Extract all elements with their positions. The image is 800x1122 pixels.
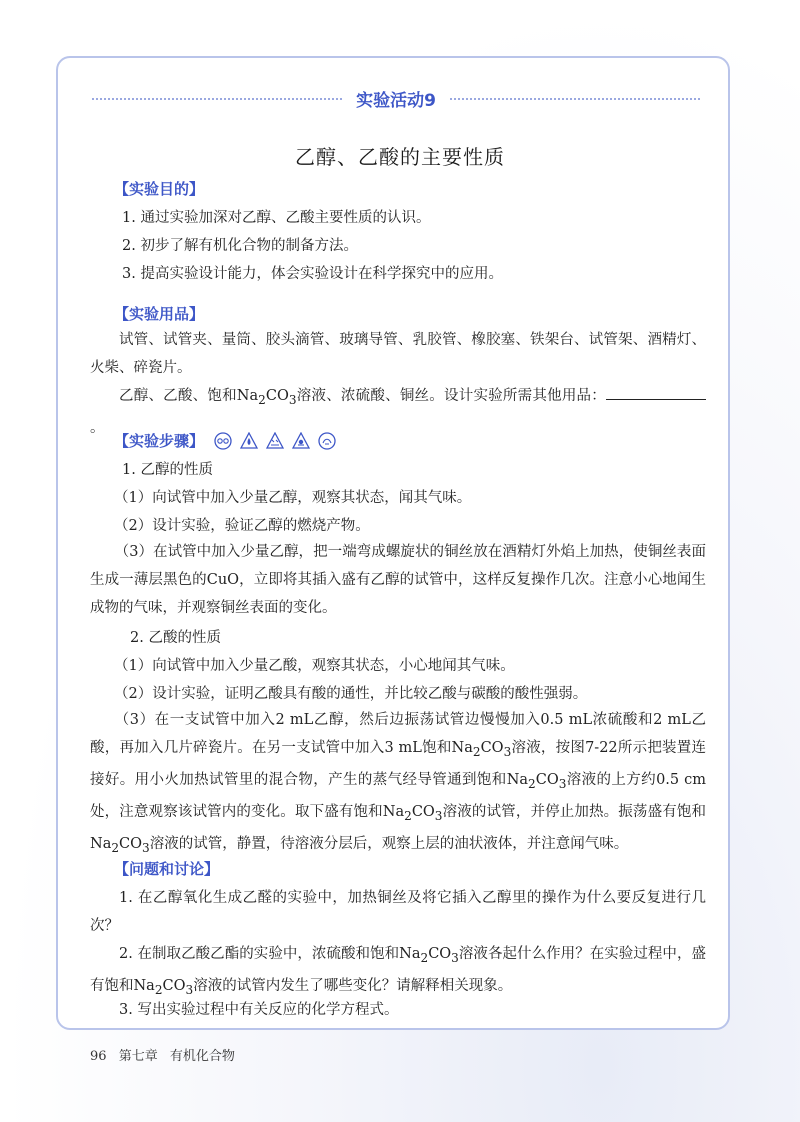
corrosive-warning-icon <box>266 432 284 450</box>
section-heading-purpose: 【实验目的】 <box>114 180 205 198</box>
question-2: 2. 在制取乙酸乙酯的实验中，浓硫酸和饱和$Na_2CO_3$溶液各起什么作用？在实验过程中，盛有饱和$Na_2CO_3$溶液的试管内发生了哪些变化？请解释相关现象。 <box>90 946 706 997</box>
step-2-title: 2. 乙酸的性质 <box>130 630 221 646</box>
chapter-title: 有机化合物 <box>169 1049 235 1064</box>
step-1-title: 1. 乙醇的性质 <box>122 462 213 478</box>
step-1-3: （3）在试管中加入少量乙醇，把一端弯成螺旋状的铜丝放在酒精灯外焰上加热，使铜丝表面生成一薄层黑色的CuO，立即将其插入盛有乙醇的试管中，这样反复操作几次。注意小心地闻生成物的气味，并观察铜丝表面的变化。 <box>90 544 706 616</box>
step-2-1: （1）向试管中加入少量乙酸，观察其状态，小心地闻其气味。 <box>114 658 515 674</box>
step-1-2: （2）设计实验，验证乙醇的燃烧产物。 <box>114 518 370 534</box>
activity-title: 实验活动9 <box>356 91 436 111</box>
purpose-item-3: 3. 提高实验设计能力，体会实验设计在科学探究中的应用。 <box>122 266 503 282</box>
dotted-divider-right <box>450 98 700 100</box>
materials-list: 试管、试管夹、量筒、胶头滴管、玻璃导管、乳胶管、橡胶塞、铁架台、试管架、酒精灯、火柴、碎瓷片。 <box>90 332 706 376</box>
section-heading-steps: 【实验步骤】 <box>114 432 205 450</box>
fill-in-blank[interactable] <box>606 385 706 400</box>
activity-header <box>92 86 700 112</box>
purpose-item-2: 2. 初步了解有机化合物的制备方法。 <box>122 238 358 254</box>
toxic-warning-icon <box>292 432 310 450</box>
purpose-item-1: 1. 通过实验加深对乙醇、乙酸主要性质的认识。 <box>122 210 431 226</box>
step-2-3: （3）在一支试管中加入2 mL乙醇，然后边振荡试管边慢慢加入0.5 mL浓硫酸和2 mL乙酸，再加入几片碎瓷片。在另一支试管中加入3 mL饱和$Na_2CO_3$溶液，按图7-22所示把装置连接好。用小火加热试管里的混合物，产生的蒸气经导管通到饱和$Na_2CO_3$溶液的上方约0.5 cm处，注意观察该试管内的变化。取下盛有饱和$Na_2CO_3$溶液的试管，并停止加热。振荡盛有饱和$Na_2CO_3$溶液的试管，静置，待溶液分层后，观察上层的油状液体，并注意闻气味。 <box>90 712 706 855</box>
flame-warning-icon <box>240 432 258 450</box>
page-number: 96 <box>90 1049 107 1064</box>
page-footer <box>90 1045 243 1064</box>
question-1: 1. 在乙醇氧化生成乙醛的实验中，加热铜丝及将它插入乙醇里的操作为什么要反复进行几次？ <box>90 890 706 934</box>
safety-icons <box>214 430 339 450</box>
step-2-2: （2）设计实验，证明乙酸具有酸的通性，并比较乙酸与碳酸的酸性强弱。 <box>114 686 588 702</box>
section-heading-materials: 【实验用品】 <box>114 305 205 323</box>
chapter-label: 第七章 <box>118 1049 158 1064</box>
hand-wash-icon <box>318 432 336 450</box>
goggles-icon <box>214 432 232 450</box>
section-heading-discussion: 【问题和讨论】 <box>114 860 220 878</box>
question-3: 3. 写出实验过程中有关反应的化学方程式。 <box>119 1002 399 1018</box>
page-title: 乙醇、乙酸的主要性质 <box>295 145 505 169</box>
step-1-1: （1）向试管中加入少量乙醇，观察其状态，闻其气味。 <box>114 490 472 506</box>
materials-reagents: 乙醇、乙酸、饱和$Na_2CO_3$溶液、浓硫酸、铜丝。设计实验所需其他用品：。 <box>90 382 706 442</box>
